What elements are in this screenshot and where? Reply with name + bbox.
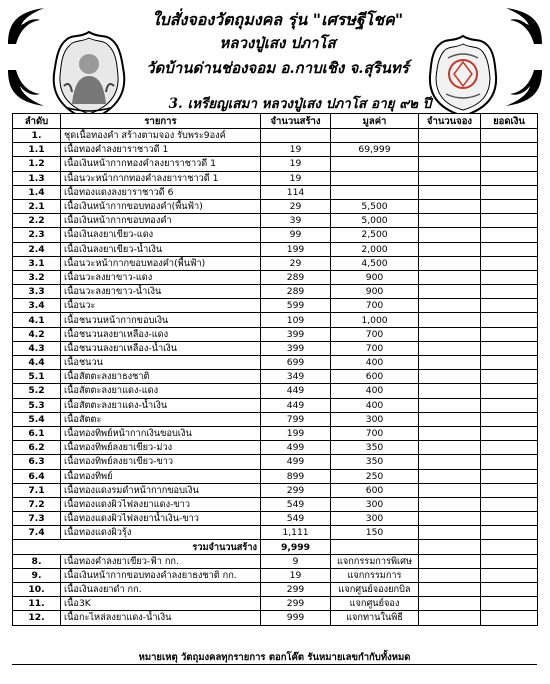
row-count: 549 bbox=[261, 497, 331, 511]
row-amount-input[interactable] bbox=[481, 426, 538, 440]
row-number: 5.1 bbox=[13, 370, 61, 384]
row-amount-input[interactable] bbox=[481, 143, 538, 157]
row-count: 1,111 bbox=[261, 526, 331, 540]
row-amount-input[interactable] bbox=[481, 228, 538, 242]
row-item: เนื้อกะไหล่ลงยาแดง-น้ำเงิน bbox=[61, 611, 261, 625]
row-item: เนื้อทองทิพย์ลงยาเขียว-ม่วง bbox=[61, 441, 261, 455]
row-price bbox=[331, 185, 419, 199]
table-row bbox=[13, 583, 538, 597]
row-amount-input[interactable] bbox=[481, 157, 538, 171]
total-label: รวมจำนวนสร้าง bbox=[13, 540, 261, 554]
col-header-price: มูลค่า bbox=[331, 114, 419, 129]
row-amount-input[interactable] bbox=[481, 554, 538, 568]
row-reserved-input[interactable] bbox=[419, 597, 481, 611]
row-amount-input[interactable] bbox=[481, 370, 538, 384]
footer-divider bbox=[12, 664, 537, 665]
row-item: เนื้อเงินลงยาดำ กก. bbox=[61, 583, 261, 597]
table-row bbox=[13, 426, 538, 440]
row-reserved-input[interactable] bbox=[419, 526, 481, 540]
footer-note: หมายเหตุ วัตถุมงคลทุกรายการ ตอกโค๊ต รันหมายเลขกำกับทั้งหมด bbox=[138, 652, 411, 663]
row-price: 250 bbox=[331, 469, 419, 483]
row-price: 700 bbox=[331, 426, 419, 440]
row-item: เนื้อนวะลงยาขาว-แดง bbox=[61, 270, 261, 284]
table-row bbox=[13, 568, 538, 582]
row-reserved-input[interactable] bbox=[419, 398, 481, 412]
row-number: 3.3 bbox=[13, 285, 61, 299]
row-price: 350 bbox=[331, 455, 419, 469]
row-amount-input[interactable] bbox=[481, 313, 538, 327]
row-reserved-input[interactable] bbox=[419, 497, 481, 511]
row-number: 3.2 bbox=[13, 270, 61, 284]
table-row bbox=[13, 157, 538, 171]
table-row bbox=[13, 270, 538, 284]
row-item: เนื้อทองแดงผิวไฟลงยาน้ำเงิน-ขาว bbox=[61, 512, 261, 526]
row-amount-input[interactable] bbox=[481, 526, 538, 540]
row-price: 900 bbox=[331, 285, 419, 299]
table-row bbox=[13, 398, 538, 412]
row-number: 7.3 bbox=[13, 512, 61, 526]
row-price bbox=[331, 171, 419, 185]
table-row bbox=[13, 171, 538, 185]
row-item: เนื้อชนวนลงยาเหลือง-แดง bbox=[61, 327, 261, 341]
row-item: ชุดเนื้อทองคำ สร้างตามจอง รับพระ9องค์ bbox=[61, 129, 261, 143]
row-reserved-input[interactable] bbox=[419, 185, 481, 199]
row-number: 6.1 bbox=[13, 426, 61, 440]
row-price: แจกกรรมการพิเศษ bbox=[331, 554, 419, 568]
row-item: เนื้อนวะลงยาขาว-น้ำเงิน bbox=[61, 285, 261, 299]
row-count: 599 bbox=[261, 299, 331, 313]
row-number: 8. bbox=[13, 554, 61, 568]
row-price: 700 bbox=[331, 299, 419, 313]
table-row bbox=[13, 327, 538, 341]
table-row bbox=[13, 256, 538, 270]
row-reserved-input[interactable] bbox=[419, 299, 481, 313]
row-number: 7.4 bbox=[13, 526, 61, 540]
row-count: 799 bbox=[261, 412, 331, 426]
table-row bbox=[13, 497, 538, 511]
table-row bbox=[13, 129, 538, 143]
row-price: 700 bbox=[331, 341, 419, 355]
row-number: 4.4 bbox=[13, 356, 61, 370]
row-number: 4.2 bbox=[13, 327, 61, 341]
row-count: 19 bbox=[261, 568, 331, 582]
row-count: 29 bbox=[261, 199, 331, 213]
row-amount-input[interactable] bbox=[481, 512, 538, 526]
row-count: 19 bbox=[261, 171, 331, 185]
row-reserved-input[interactable] bbox=[419, 327, 481, 341]
row-reserved-input[interactable] bbox=[419, 370, 481, 384]
row-reserved-input[interactable] bbox=[419, 583, 481, 597]
col-header-reserved: จำนวนจอง bbox=[419, 114, 481, 129]
row-number: 3.4 bbox=[13, 299, 61, 313]
row-count: 549 bbox=[261, 512, 331, 526]
row-amount-input[interactable] bbox=[481, 483, 538, 497]
row-number: 1.1 bbox=[13, 143, 61, 157]
row-count: 114 bbox=[261, 185, 331, 199]
table-row bbox=[13, 412, 538, 426]
row-price bbox=[331, 129, 419, 143]
row-reserved-input[interactable] bbox=[419, 441, 481, 455]
row-count: 9 bbox=[261, 554, 331, 568]
row-number: 7.1 bbox=[13, 483, 61, 497]
row-item: เนื้อทองทิพย์ลงยาเขียว-ขาว bbox=[61, 455, 261, 469]
row-price: 2,000 bbox=[331, 242, 419, 256]
row-count: 289 bbox=[261, 285, 331, 299]
row-amount-input[interactable] bbox=[481, 214, 538, 228]
row-count: 289 bbox=[261, 270, 331, 284]
row-price: 300 bbox=[331, 497, 419, 511]
row-amount-input[interactable] bbox=[481, 469, 538, 483]
row-reserved-input[interactable] bbox=[419, 285, 481, 299]
total-empty-cell bbox=[331, 540, 419, 554]
row-item: เนื้อสัตตะ bbox=[61, 412, 261, 426]
row-count: 899 bbox=[261, 469, 331, 483]
row-number: 2.4 bbox=[13, 242, 61, 256]
row-number: 4.3 bbox=[13, 341, 61, 355]
table-header-row bbox=[13, 114, 538, 129]
row-reserved-input[interactable] bbox=[419, 242, 481, 256]
row-item: เนื้อ3K bbox=[61, 597, 261, 611]
row-amount-input[interactable] bbox=[481, 611, 538, 625]
row-count: 99 bbox=[261, 228, 331, 242]
row-price: 69,999 bbox=[331, 143, 419, 157]
table-row bbox=[13, 526, 538, 540]
table-row bbox=[13, 214, 538, 228]
row-amount-input[interactable] bbox=[481, 270, 538, 284]
table-row bbox=[13, 370, 538, 384]
table-row bbox=[13, 384, 538, 398]
order-table bbox=[12, 113, 538, 626]
row-reserved-input[interactable] bbox=[419, 384, 481, 398]
row-amount-input[interactable] bbox=[481, 129, 538, 143]
row-number: 2.3 bbox=[13, 228, 61, 242]
row-count: 349 bbox=[261, 370, 331, 384]
row-item: เนื้อนวะหน้ากากขอบทองคำ(พื้นฟ้า) bbox=[61, 256, 261, 270]
total-empty-cell bbox=[419, 540, 481, 554]
row-price: 400 bbox=[331, 384, 419, 398]
row-number: 5.2 bbox=[13, 384, 61, 398]
row-price: 5,500 bbox=[331, 199, 419, 213]
row-number: 4.1 bbox=[13, 313, 61, 327]
order-form-title: ใบสั่งจองวัตถุมงคล รุ่น "เศรษฐีโชค" bbox=[151, 10, 404, 29]
row-price: 150 bbox=[331, 526, 419, 540]
row-price: 600 bbox=[331, 483, 419, 497]
table-row bbox=[13, 299, 538, 313]
total-empty-cell bbox=[481, 540, 538, 554]
row-reserved-input[interactable] bbox=[419, 341, 481, 355]
table-row bbox=[13, 228, 538, 242]
total-count: 9,999 bbox=[261, 540, 331, 554]
row-number: 1.4 bbox=[13, 185, 61, 199]
row-item: เนื้อทองทิพย์หน้ากากเงินขอบเงิน bbox=[61, 426, 261, 440]
row-item: เนื้อทองแดงลงยาราชาวดี 6 bbox=[61, 185, 261, 199]
row-item: เนื้อเงินหน้ากากขอบทองคำ bbox=[61, 214, 261, 228]
row-count bbox=[261, 129, 331, 143]
col-header-no: ลำดับ bbox=[13, 114, 61, 129]
row-item: เนื้อทองแดงผิวไฟลงยาแดง-ขาว bbox=[61, 497, 261, 511]
amulet-front-image bbox=[50, 30, 128, 122]
row-number: 9. bbox=[13, 568, 61, 582]
row-amount-input[interactable] bbox=[481, 583, 538, 597]
row-count: 19 bbox=[261, 157, 331, 171]
col-header-item: รายการ bbox=[61, 114, 261, 129]
row-item: เนื้อเงินหน้ากากขอบทองคำลงยาธงชาติ กก. bbox=[61, 568, 261, 582]
row-count: 999 bbox=[261, 611, 331, 625]
row-count: 499 bbox=[261, 441, 331, 455]
row-item: เนื้อสัตตะลงยาแดง-แดง bbox=[61, 384, 261, 398]
row-item: เนื้อนวะหน้ากากทองคำลงยาราชาวดี 1 bbox=[61, 171, 261, 185]
row-reserved-input[interactable] bbox=[419, 129, 481, 143]
row-reserved-input[interactable] bbox=[419, 483, 481, 497]
table-row bbox=[13, 597, 538, 611]
row-count: 499 bbox=[261, 455, 331, 469]
row-count: 399 bbox=[261, 341, 331, 355]
table-row bbox=[13, 285, 538, 299]
table-row bbox=[13, 554, 538, 568]
row-count: 39 bbox=[261, 214, 331, 228]
table-row bbox=[13, 242, 538, 256]
table-row bbox=[13, 356, 538, 370]
row-item: เนื้อเงินหน้ากากทองคำลงยาราชาวดี 1 bbox=[61, 157, 261, 171]
table-row bbox=[13, 199, 538, 213]
row-item: เนื้อทองแดงรมดำหน้ากากขอบเงิน bbox=[61, 483, 261, 497]
row-reserved-input[interactable] bbox=[419, 512, 481, 526]
row-item: เนื้อทองคำลงยาราชาวดี 1 bbox=[61, 143, 261, 157]
row-amount-input[interactable] bbox=[481, 185, 538, 199]
row-reserved-input[interactable] bbox=[419, 214, 481, 228]
col-header-count: จำนวนสร้าง bbox=[261, 114, 331, 129]
row-amount-input[interactable] bbox=[481, 384, 538, 398]
row-count: 199 bbox=[261, 426, 331, 440]
row-price: 300 bbox=[331, 412, 419, 426]
row-amount-input[interactable] bbox=[481, 455, 538, 469]
row-amount-input[interactable] bbox=[481, 441, 538, 455]
row-number: 6.4 bbox=[13, 469, 61, 483]
row-price: 350 bbox=[331, 441, 419, 455]
table-row bbox=[13, 313, 538, 327]
row-reserved-input[interactable] bbox=[419, 171, 481, 185]
row-count: 299 bbox=[261, 583, 331, 597]
row-reserved-input[interactable] bbox=[419, 270, 481, 284]
row-count: 109 bbox=[261, 313, 331, 327]
row-number: 2.1 bbox=[13, 199, 61, 213]
row-reserved-input[interactable] bbox=[419, 228, 481, 242]
row-price: 400 bbox=[331, 356, 419, 370]
table-row bbox=[13, 455, 538, 469]
total-row bbox=[13, 540, 538, 554]
table-row bbox=[13, 341, 538, 355]
row-reserved-input[interactable] bbox=[419, 568, 481, 582]
corner-ornament-bottom-left bbox=[6, 68, 46, 108]
row-reserved-input[interactable] bbox=[419, 199, 481, 213]
row-item: เนื้อชนวนลงยาเหลือง-น้ำเงิน bbox=[61, 341, 261, 355]
table-row bbox=[13, 441, 538, 455]
row-price: แจกทานในพิธี bbox=[331, 611, 419, 625]
row-reserved-input[interactable] bbox=[419, 157, 481, 171]
row-count: 399 bbox=[261, 327, 331, 341]
row-item: เนื้อเงินลงยาเขียว-แดง bbox=[61, 228, 261, 242]
row-reserved-input[interactable] bbox=[419, 611, 481, 625]
row-number: 1. bbox=[13, 129, 61, 143]
row-amount-input[interactable] bbox=[481, 285, 538, 299]
row-number: 10. bbox=[13, 583, 61, 597]
row-amount-input[interactable] bbox=[481, 497, 538, 511]
row-price: 300 bbox=[331, 512, 419, 526]
row-number: 6.3 bbox=[13, 455, 61, 469]
row-amount-input[interactable] bbox=[481, 341, 538, 355]
row-count: 699 bbox=[261, 356, 331, 370]
row-price: 2,500 bbox=[331, 228, 419, 242]
row-reserved-input[interactable] bbox=[419, 143, 481, 157]
row-number: 3.1 bbox=[13, 256, 61, 270]
row-count: 29 bbox=[261, 256, 331, 270]
row-number: 5.4 bbox=[13, 412, 61, 426]
row-number: 1.2 bbox=[13, 157, 61, 171]
table-row bbox=[13, 611, 538, 625]
row-amount-input[interactable] bbox=[481, 199, 538, 213]
row-item: เนื้อชนวน bbox=[61, 356, 261, 370]
row-item: เนื้อทองแดงผิวรุ้ง bbox=[61, 526, 261, 540]
row-number: 2.2 bbox=[13, 214, 61, 228]
row-count: 299 bbox=[261, 597, 331, 611]
row-price: 4,500 bbox=[331, 256, 419, 270]
row-amount-input[interactable] bbox=[481, 597, 538, 611]
corner-ornament-top-left bbox=[6, 6, 46, 46]
row-item: เนื้อชนวนหน้ากากขอบเงิน bbox=[61, 313, 261, 327]
row-count: 199 bbox=[261, 242, 331, 256]
row-number: 11. bbox=[13, 597, 61, 611]
row-count: 299 bbox=[261, 483, 331, 497]
corner-ornament-bottom-right bbox=[504, 68, 544, 108]
row-amount-input[interactable] bbox=[481, 242, 538, 256]
row-item: เนื้อเงินหน้ากากขอบทองคำ(พื้นฟ้า) bbox=[61, 199, 261, 213]
row-amount-input[interactable] bbox=[481, 398, 538, 412]
row-item: เนื้อทองทิพย์ bbox=[61, 469, 261, 483]
row-number: 6.2 bbox=[13, 441, 61, 455]
row-item: เนื้อสัตตะลงยาแดง-น้ำเงิน bbox=[61, 398, 261, 412]
row-item: เนื้อทองคำลงยาเขียว-ฟ้า กก. bbox=[61, 554, 261, 568]
row-amount-input[interactable] bbox=[481, 171, 538, 185]
row-count: 19 bbox=[261, 143, 331, 157]
row-reserved-input[interactable] bbox=[419, 256, 481, 270]
row-price: 600 bbox=[331, 370, 419, 384]
row-item: เนื้อนวะ bbox=[61, 299, 261, 313]
row-item: เนื้อเงินลงยาเขียว-น้ำเงิน bbox=[61, 242, 261, 256]
row-price: 700 bbox=[331, 327, 419, 341]
row-reserved-input[interactable] bbox=[419, 356, 481, 370]
row-price bbox=[331, 157, 419, 171]
row-amount-input[interactable] bbox=[481, 256, 538, 270]
col-header-amount: ยอดเงิน bbox=[481, 114, 538, 129]
corner-ornament-top-right bbox=[504, 6, 544, 46]
row-number: 12. bbox=[13, 611, 61, 625]
row-amount-input[interactable] bbox=[481, 412, 538, 426]
row-reserved-input[interactable] bbox=[419, 455, 481, 469]
row-reserved-input[interactable] bbox=[419, 554, 481, 568]
row-reserved-input[interactable] bbox=[419, 426, 481, 440]
temple-name: วัดบ้านด่านช่องจอม อ.กาบเชิง จ.สุรินทร์ bbox=[146, 59, 409, 77]
row-amount-input[interactable] bbox=[481, 327, 538, 341]
row-number: 5.3 bbox=[13, 398, 61, 412]
row-count: 449 bbox=[261, 384, 331, 398]
row-amount-input[interactable] bbox=[481, 356, 538, 370]
table-row bbox=[13, 469, 538, 483]
item-subtitle: 3. เหรียญเสมา หลวงปู่เสง ปภาโส อายุ ๙๒ ปี bbox=[168, 96, 432, 112]
row-number: 7.2 bbox=[13, 497, 61, 511]
row-price: 900 bbox=[331, 270, 419, 284]
table-row bbox=[13, 143, 538, 157]
monk-name: หลวงปู่เสง ปภาโส bbox=[219, 34, 336, 52]
row-reserved-input[interactable] bbox=[419, 469, 481, 483]
row-amount-input[interactable] bbox=[481, 568, 538, 582]
table-row bbox=[13, 185, 538, 199]
row-price: 1,000 bbox=[331, 313, 419, 327]
row-price: แจกศูนย์จอง bbox=[331, 597, 419, 611]
row-price: 5,000 bbox=[331, 214, 419, 228]
row-price: แจกกรรมการ bbox=[331, 568, 419, 582]
row-price: 400 bbox=[331, 398, 419, 412]
table-row bbox=[13, 483, 538, 497]
table-row bbox=[13, 512, 538, 526]
row-reserved-input[interactable] bbox=[419, 412, 481, 426]
row-item: เนื้อสัตตะลงยาธงชาติ bbox=[61, 370, 261, 384]
row-amount-input[interactable] bbox=[481, 299, 538, 313]
row-price: แจกศูนย์จองยกบิล bbox=[331, 583, 419, 597]
row-count: 449 bbox=[261, 398, 331, 412]
row-number: 1.3 bbox=[13, 171, 61, 185]
row-reserved-input[interactable] bbox=[419, 313, 481, 327]
